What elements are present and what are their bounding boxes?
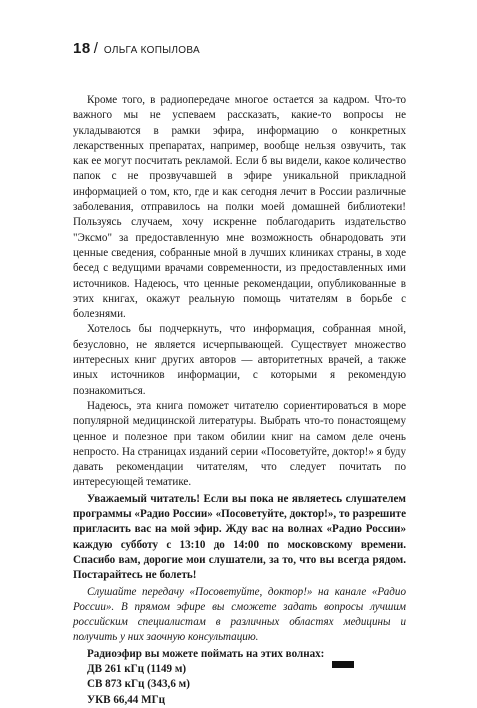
author-name: ОЛЬГА КОПЫЛОВА <box>103 45 200 56</box>
header-separator: / <box>93 40 98 57</box>
frequency-vhf: УКВ 66,44 МГц <box>87 693 166 706</box>
paragraph: Хотелось бы подчеркнуть, что информация, собранная мной, безусловно, не является исчерпывающей. Существует множество интересных книг других авторов — авторитетных врачей, а также иных источников информации, с которыми я рекомендую познакомиться. <box>73 323 406 397</box>
page-number: 18 <box>73 40 91 57</box>
radio-heading: Радиоэфир вы можете поймать на этих волнах: <box>87 647 325 660</box>
frequency-medium-wave: СВ 873 кГц (343,6 м) <box>87 678 190 691</box>
scan-mark <box>332 661 354 668</box>
paragraph: Кроме того, в радиопередаче многое остается за кадром. Что-то важного мы не успеваем рассказать, какие-то вопросы не укладываются в рамки эфира, информацию о конкретных лекарственных препаратах, например, вообще нельзя озвучить, так как ее могут посчитать рекламой. Если б вы видели, какое количество папок с не прозвучавшей в эфире уникальной прикладной информацией о том, кто, где и как сегодня лечит в России различные заболевания, отправилось на полки моей домашней библиотеки! Пользуясь случаем, хочу искренне поблагодарить издательство "Эксмо" за предоставленную мне возможность обнародовать эти ценные сведения, собранные мной в лучших клиниках страны, в ходе бесед с ведущими врачами современности, из предоставленных ими источников. Надеюсь, что ценные рекомендации, опубликованные в этих книгах, окажут реальную помощь читателям в борьбе с болезнями. <box>73 94 406 321</box>
running-header <box>73 40 200 57</box>
broadcast-note: Слушайте передачу «Посоветуйте, доктор!» на канале «Радио России». В прямом эфире вы сможете задать вопросы лучшим российским специалистам в различных областях медицины и получить у них заочную консультацию. <box>73 585 406 644</box>
paragraph: Надеюсь, эта книга поможет читателю сориентироваться в море популярной медицинской литературы. Выбрать что-то понастоящему ценное и полезное при таком обилии книг на самом деле очень непросто. На страницах изданий серии «Посоветуйте, доктор!» я буду давать рекомендации читателям, что следует почитать по интересующей тематике. <box>73 399 406 489</box>
frequency-long-wave: ДВ 261 кГц (1149 м) <box>87 662 187 675</box>
page-body <box>73 93 406 708</box>
reader-invitation: Уважаемый читатель! Если вы пока не являетесь слушателем программы «Радио России» «Посоветуйте, доктор!», то разрешите пригласить вас на мой эфир. Жду вас на волнах «Радио России» каждую субботу с 13:10 до 14:00 по московскому времени. Спасибо вам, дорогие мои слушатели, за то, что вы всегда рядом. Постарайтесь не болеть! <box>73 492 406 582</box>
